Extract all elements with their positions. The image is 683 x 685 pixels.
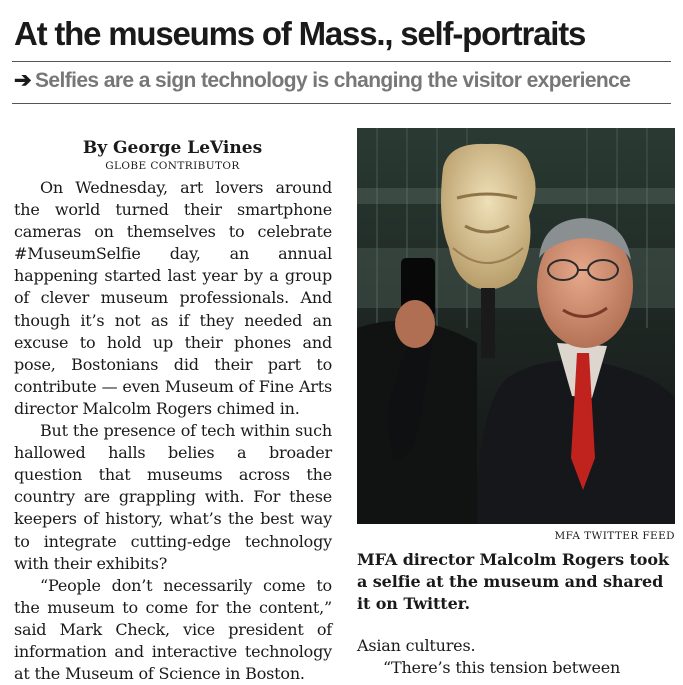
arrow-icon: ➔ xyxy=(14,69,31,92)
deck xyxy=(14,66,674,96)
body-paragraph: On Wednesday, art lovers around the world turned their smartphone cameras on themselves to celebrate #MuseumSelfie day, an annual happening started last year by a group of clever museum professionals. And though it’s not as if they needed an excuse to hold up their phones and pose, Bostonians did their part to contribute — even Museum of Fine Arts director Malcolm Rogers chimed in. xyxy=(14,178,332,418)
headline: At the museums of Mass., self-portraits xyxy=(14,15,586,52)
continuation-line: Asian cultures. xyxy=(357,636,476,655)
article-body xyxy=(14,177,332,685)
photo-caption: MFA director Malcolm Rogers took a selfie at the museum and shared it on Twitter. xyxy=(357,550,669,613)
deck-rule xyxy=(12,103,671,104)
byline-role: GLOBE CONTRIBUTOR xyxy=(105,160,240,172)
continuation-line: “There’s this tension between xyxy=(383,658,621,678)
byline-author: By George LeVines xyxy=(82,138,263,158)
deck-text: Selfies are a sign technology is changing the visitor experience xyxy=(35,69,631,92)
article-photo xyxy=(357,128,675,524)
headline-rule xyxy=(12,61,671,62)
body-paragraph: But the presence of tech within such hallowed halls belies a broader question that museums across the country are grappling with. For these keepers of history, what’s the best way to integrate cutting-edge technology with their exhibits? xyxy=(14,421,332,573)
photo-credit: MFA TWITTER FEED xyxy=(554,530,675,542)
continuation-text xyxy=(357,635,675,679)
body-paragraph: “People don’t necessarily come to the museum to come for the content,” said Mark Check, vice president of information and interactive technology at the Museum of Science in Boston. xyxy=(14,575,332,684)
